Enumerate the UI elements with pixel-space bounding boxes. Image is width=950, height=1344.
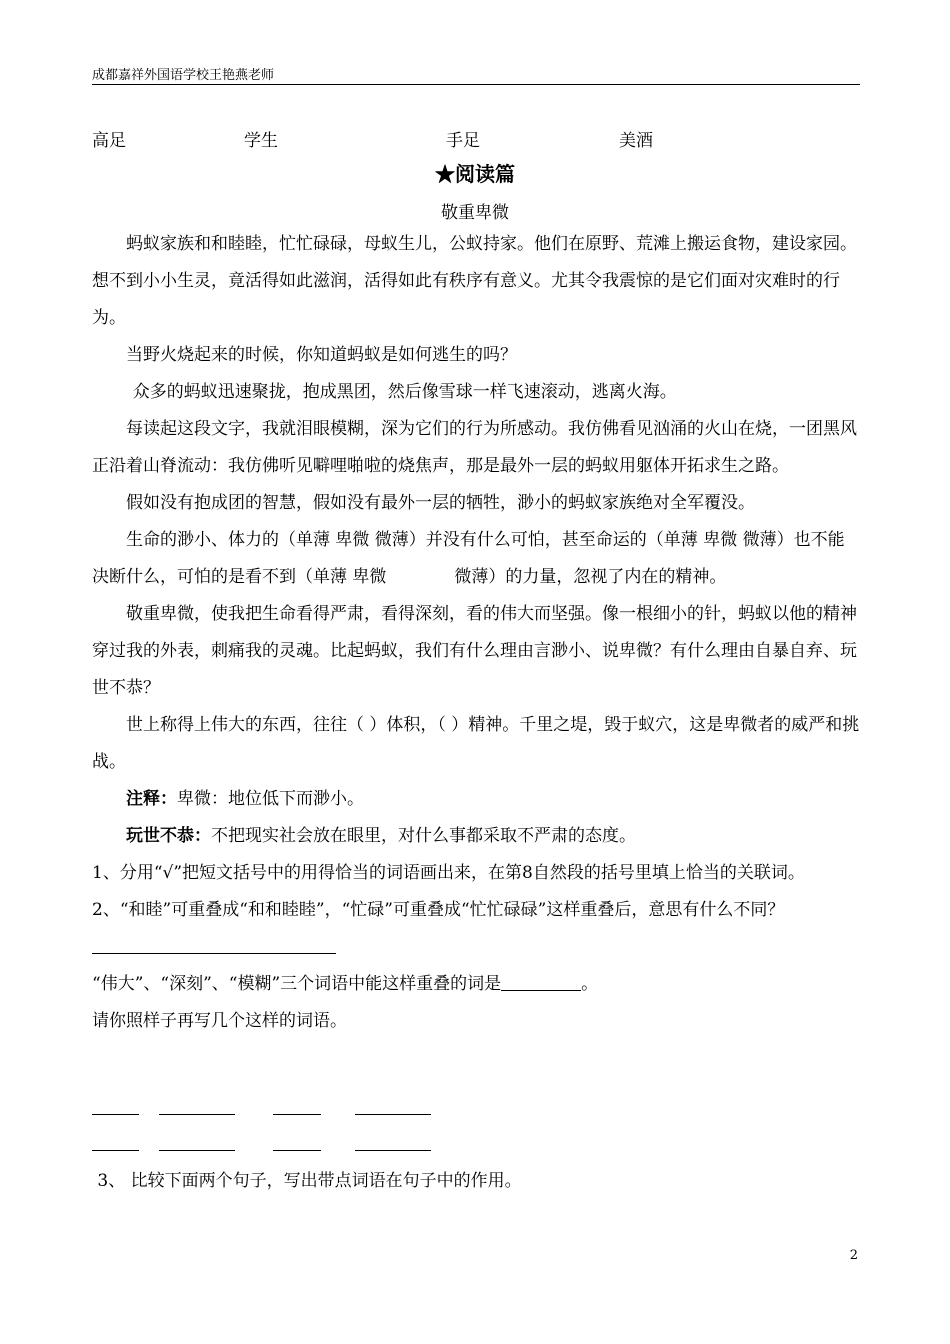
question-2-follow-up-text: “伟大”、“深刻”、“模糊”三个词语中能这样重叠的词是 xyxy=(92,974,502,994)
paragraph-6 xyxy=(92,522,860,596)
article-body xyxy=(92,226,860,1040)
page-header: 成都嘉祥外国语学校王艳燕老师 xyxy=(92,68,275,83)
answer-line[interactable] xyxy=(355,1114,431,1115)
question-1: 1、分用“√”把短文括号中的用得恰当的词语画出来，在第8自然段的括号里填上恰当的关联词。 xyxy=(92,863,805,883)
paragraph-7: 敬重卑微，使我把生命看得严肃，看得深刻，看的伟大而坚强。像一根细小的针，蚂蚁以他的精神穿过我的外表，刺痛我的灵魂。比起蚂蚁，我们有什么理由言渺小、说卑微？有什么理由自暴自弃、玩世不恭？ xyxy=(92,604,857,698)
question-2-follow-up xyxy=(92,966,860,1003)
paragraph-8: 世上称得上伟大的东西，往往（ ）体积，（ ）精神。千里之堤，毁于蚁穴，这是卑微者的威严和挑战。 xyxy=(92,715,860,772)
note-1 xyxy=(92,781,860,818)
paragraph-4: 每读起这段文字，我就泪眼模糊，深为它们的行为所感动。我仿佛看见汹涌的火山在烧，一团黑风正沿着山脊流动：我仿佛听见噼哩啪啦的烧焦声，那是最外一层的蚂蚁用躯体开拓求生之路。 xyxy=(92,419,857,476)
question-2-follow-up-end: 。 xyxy=(581,974,599,994)
note-2-text: 不把现实社会放在眼里，对什么事都采取不严肃的态度。 xyxy=(211,826,636,846)
answer-line[interactable] xyxy=(355,1150,431,1151)
answer-line[interactable] xyxy=(92,1114,139,1115)
answer-line[interactable] xyxy=(273,1150,321,1151)
paragraph-3: 众多的蚂蚁迅速聚拢，抱成黑团，然后像雪球一样飞速滚动，逃离火海。 xyxy=(132,382,677,402)
word-4: 美酒 xyxy=(619,131,653,151)
note-2 xyxy=(92,818,860,855)
question-3: 3、 比较下面两个句子，写出带点词语在句子中的作用。 xyxy=(92,1171,522,1191)
paragraph-1: 蚂蚁家族和和睦睦，忙忙碌碌，母蚁生儿，公蚁持家。他们在原野、荒滩上搬运食物，建设家园。想不到小小生灵，竟活得如此滋润，活得如此有秩序有意义。尤其令我震惊的是它们面对灾难时的行为。 xyxy=(92,234,857,328)
answer-line[interactable] xyxy=(159,1150,235,1151)
paragraph-6-part-2: 微薄）的力量，忽视了内在的精神。 xyxy=(454,567,727,587)
answer-line[interactable] xyxy=(273,1114,321,1115)
paragraph-6-part-1: 生命的渺小、体力的（单薄 卑微 微薄）并没有什么可怕，甚至命运的（单薄 卑微 微薄）也不能决断什么，可怕的是看不到（单薄 卑微 xyxy=(92,530,845,587)
paragraph-2: 当野火烧起来的时候，你知道蚂蚁是如何逃生的吗？ xyxy=(126,345,517,365)
word-3: 手足 xyxy=(446,131,480,151)
answer-line[interactable] xyxy=(92,1150,139,1151)
answer-blank[interactable] xyxy=(92,937,336,954)
answer-line[interactable] xyxy=(159,1114,235,1115)
word-1: 高足 xyxy=(92,131,126,151)
question-2-instruction: 请你照样子再写几个这样的词语。 xyxy=(92,1011,347,1031)
note-1-text: 卑微：地位低下而渺小。 xyxy=(177,789,364,809)
header-divider xyxy=(92,84,860,85)
note-2-label: 玩世不恭： xyxy=(126,826,211,846)
question-2-text: 2、“和睦”可重叠成“和和睦睦”，“忙碌”可重叠成“忙忙碌碌”这样重叠后，意思有什么不同？ xyxy=(92,900,785,920)
section-title: ★阅读篇 xyxy=(435,162,515,186)
note-1-label: 注释： xyxy=(126,789,177,809)
article-title: 敬重卑微 xyxy=(441,203,509,223)
answer-blank[interactable] xyxy=(501,974,581,991)
paragraph-5: 假如没有抱成团的智慧，假如没有最外一层的牺牲，渺小的蚂蚁家族绝对全军覆没。 xyxy=(126,493,755,513)
question-2 xyxy=(92,892,860,966)
word-2: 学生 xyxy=(244,131,278,151)
page-number: 2 xyxy=(849,1248,858,1263)
